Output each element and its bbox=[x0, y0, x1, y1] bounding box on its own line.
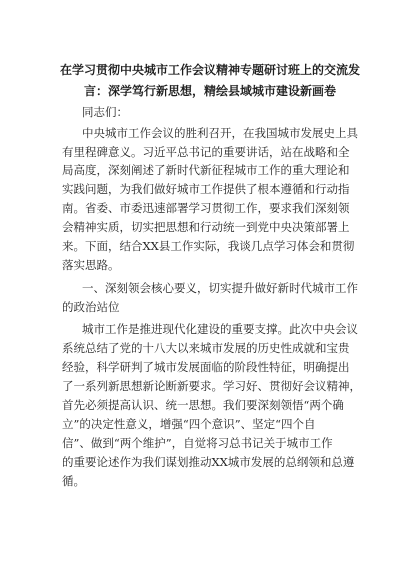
paragraph-2-line: 立”的决定性意义，增强“四个意识”、坚定“四个自 bbox=[62, 417, 316, 431]
paragraph-1-line: 来。下面，结合XX县工作实际，我谈几点学习体会和贯彻 bbox=[62, 239, 355, 253]
document-title-line-2: 言：深学笃行新思想，精绘县域城市建设新画卷 bbox=[83, 84, 336, 98]
paragraph-1-line: 南。省委、市委迅速部署学习贯彻工作，要求我们深刻领 bbox=[62, 201, 350, 215]
paragraph-1-line: 落实思路。 bbox=[62, 258, 120, 272]
salutation: 同志们： bbox=[82, 105, 128, 119]
paragraph-1-line: 中央城市工作会议的胜利召开，在我国城市发展史上具 bbox=[82, 126, 358, 140]
paragraph-2-line: 系统总结了党的十八大以来城市发展的历史性成就和宝贵 bbox=[62, 341, 350, 355]
paragraph-2-line: 了一系列新思想新论断新要求。学习好、贯彻好会议精神， bbox=[62, 379, 361, 393]
paragraph-2-line: 经验，科学研判了城市发展面临的阶段性特征，明确提出 bbox=[62, 360, 350, 374]
paragraph-2-line: 城市工作是推进现代化建设的重要支撑。此次中央会议 bbox=[82, 322, 358, 336]
paragraph-2-line: 的重要论述作为我们谋划推动XX城市发展的总纲领和总遵 bbox=[62, 455, 355, 469]
paragraph-1-line: 会精神实质，切实把思想和行动统一到党中央决策部署上 bbox=[62, 220, 350, 234]
paragraph-2-line: 信”、做到“两个维护”，自觉将习总书记关于城市工作 bbox=[62, 436, 333, 450]
paragraph-1-line: 局高度，深刻阐述了新时代新征程城市工作的重大理论和 bbox=[62, 163, 350, 177]
paragraph-2-line: 循。 bbox=[62, 474, 85, 488]
paragraph-2-line: 首先必须提高认识、统一思想。我们要深刻领悟“两个确 bbox=[62, 398, 344, 412]
section-heading-line: 一、深刻领会核心要义，切实提升做好新时代城市工作 bbox=[82, 281, 358, 295]
document-title-line-1: 在学习贯彻中央城市工作会议精神专题研讨班上的交流发 bbox=[60, 63, 361, 77]
section-heading-line: 的政治站位 bbox=[62, 300, 120, 314]
paragraph-1-line: 有里程碑意义。习近平总书记的重要讲话，站在战略和全 bbox=[62, 145, 350, 159]
paragraph-1-line: 实践问题，为我们做好城市工作提供了根本遵循和行动指 bbox=[62, 182, 350, 196]
